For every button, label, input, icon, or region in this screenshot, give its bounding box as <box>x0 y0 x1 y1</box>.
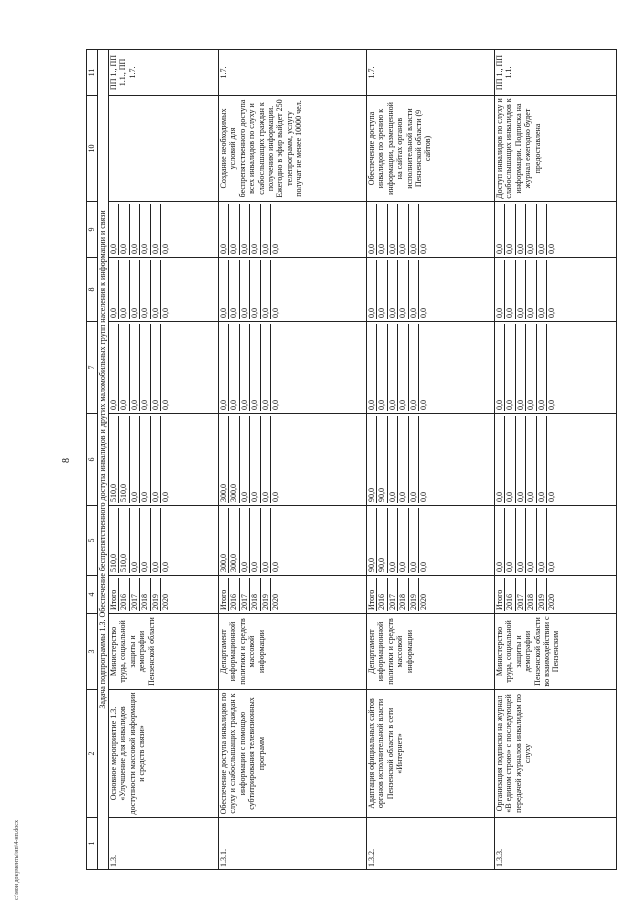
year-cell: 2020 <box>419 594 429 610</box>
year-cell: 2019 <box>150 578 160 611</box>
amount-cell: 0,0 <box>150 416 160 503</box>
amount-cell: 0,0 <box>515 260 525 319</box>
amount-cell: 0,0 <box>419 562 429 572</box>
table-row <box>109 50 219 870</box>
year-cell: 2018 <box>140 578 150 611</box>
amount-list-c5 <box>109 506 219 576</box>
amount-cell: 0,0 <box>377 260 387 319</box>
column-header-11: 11 <box>87 50 98 96</box>
indicator-link: ПП 1., ПП 1.1. <box>495 50 617 96</box>
amount-cell: 0,0 <box>387 324 397 411</box>
amount-cell: 0,0 <box>387 204 397 255</box>
amount-cell: 0,0 <box>260 508 270 573</box>
amount-cell: 0,0 <box>526 204 536 255</box>
expected-result: Доступ инвалидов по слуху и слабослышащих инвалидов к информации. Подписка на журнал ежегодно будет предоставлена <box>495 96 617 202</box>
amount-cell: 0,0 <box>547 244 557 254</box>
amount-cell: 0,0 <box>239 204 249 255</box>
column-header-3: 3 <box>87 614 98 690</box>
amount-cell: 0,0 <box>119 204 129 255</box>
amount-cell: 0,0 <box>161 562 171 572</box>
expected-result <box>109 96 219 202</box>
measure-name: Основное мероприятие 1.3. «Улучшение для инвалидов доступности массовой информации и средств связи» <box>109 690 219 818</box>
amount-cell: 0,0 <box>505 260 515 319</box>
amount-cell: 0,0 <box>547 400 557 410</box>
row-number: 1.3.1. <box>219 818 367 870</box>
amount-cell: 0,0 <box>398 416 408 503</box>
year-cell: 2018 <box>250 578 260 611</box>
executor: Департамент информационной политики и средств массовой информации <box>219 614 367 690</box>
amount-cell: 0,0 <box>419 492 429 502</box>
indicator-link: ПП 1., ПП 1.1., ПП 1.7. <box>109 50 219 96</box>
amount-cell: 0,0 <box>239 508 249 573</box>
indicator-link: 1.7. <box>219 50 367 96</box>
amount-cell: 0,0 <box>161 492 171 502</box>
amount-cell: 0,0 <box>229 204 239 255</box>
amount-cell: 0,0 <box>129 416 139 503</box>
amount-cell: 0,0 <box>129 204 139 255</box>
amount-cell: 0,0 <box>140 324 150 411</box>
amount-list-c8 <box>495 258 617 322</box>
amount-cell: 0,0 <box>387 508 397 573</box>
table-row <box>367 50 495 870</box>
amount-list-c5 <box>219 506 367 576</box>
amount-cell: 0,0 <box>536 204 546 255</box>
column-header-1: 1 <box>87 818 98 870</box>
amount-cell: 0,0 <box>271 400 281 410</box>
column-header-4: 4 <box>87 576 98 614</box>
amount-cell: 0,0 <box>239 324 249 411</box>
amount-cell: 0,0 <box>526 416 536 503</box>
amount-cell: 0,0 <box>140 260 150 319</box>
column-header-9: 9 <box>87 202 98 258</box>
table-row <box>495 50 617 870</box>
amount-cell: 0,0 <box>229 324 239 411</box>
amount-cell: 0,0 <box>271 244 281 254</box>
amount-cell: 0,0 <box>119 324 129 411</box>
amount-cell: 0,0 <box>505 324 515 411</box>
amount-list-c5 <box>367 506 495 576</box>
amount-list-c9 <box>109 202 219 258</box>
amount-cell: 0,0 <box>377 204 387 255</box>
amount-cell: 0,0 <box>408 324 418 411</box>
amount-cell: 0,0 <box>150 260 160 319</box>
executor: Министерство труда, социальной защиты и демографии Пензенской области во взаимодействии с Пензенским <box>495 614 617 690</box>
column-header-8: 8 <box>87 258 98 322</box>
amount-cell: 0,0 <box>515 324 525 411</box>
amount-cell: 510,0 <box>119 508 129 573</box>
measure-name: Адаптация официальных сайтов органов исполнительной власти Пензенской области в сети «Интернет» <box>367 690 495 818</box>
amount-cell: 0,0 <box>398 260 408 319</box>
amount-cell: 0,0 <box>377 324 387 411</box>
amount-cell: 0,0 <box>239 416 249 503</box>
amount-list-c8 <box>367 258 495 322</box>
amount-cell: 0,0 <box>219 204 229 255</box>
amount-list-c7 <box>219 322 367 414</box>
year-cell: 2019 <box>408 578 418 611</box>
amount-cell: 0,0 <box>250 416 260 503</box>
task-row <box>98 50 109 870</box>
year-cell: 2017 <box>387 578 397 611</box>
amount-list-c5 <box>495 506 617 576</box>
amount-cell: 0,0 <box>239 260 249 319</box>
amount-list-c7 <box>109 322 219 414</box>
amount-cell: 0,0 <box>536 416 546 503</box>
amount-cell: 0,0 <box>260 324 270 411</box>
amount-cell: 0,0 <box>495 260 505 319</box>
amount-cell: 300,0 <box>229 508 239 573</box>
amount-cell: 300,0 <box>219 416 229 503</box>
amount-cell: 300,0 <box>219 508 229 573</box>
amount-cell: 0,0 <box>150 324 160 411</box>
amount-cell: 90,0 <box>367 416 377 503</box>
amount-cell: 0,0 <box>408 260 418 319</box>
measure-name: Организация подписки на журнал «В едином строю» с последующей передачей журналов инвалидам по слуху <box>495 690 617 818</box>
executor: Департамент информационной политики и средств массовой информации <box>367 614 495 690</box>
year-cell: 2017 <box>515 578 525 611</box>
amount-cell: 0,0 <box>505 204 515 255</box>
amount-cell: 0,0 <box>140 416 150 503</box>
amount-cell: 0,0 <box>161 244 171 254</box>
year-cell: 2016 <box>505 578 515 611</box>
amount-cell: 0,0 <box>260 416 270 503</box>
year-cell: 2019 <box>260 578 270 611</box>
amount-cell: 0,0 <box>367 324 377 411</box>
amount-cell: 510,0 <box>109 416 119 503</box>
amount-cell: 90,0 <box>377 416 387 503</box>
year-cell: Итого <box>495 578 505 611</box>
amount-cell: 0,0 <box>536 324 546 411</box>
amount-cell: 0,0 <box>271 308 281 318</box>
amount-cell: 0,0 <box>129 508 139 573</box>
amount-cell: 0,0 <box>515 416 525 503</box>
amount-list-c6 <box>495 414 617 506</box>
row-number: 1.3. <box>109 818 219 870</box>
amount-cell: 0,0 <box>119 260 129 319</box>
amount-cell: 0,0 <box>419 244 429 254</box>
amount-list-c6 <box>109 414 219 506</box>
amount-list-c6 <box>219 414 367 506</box>
page-number: 8 <box>61 458 72 463</box>
year-cell: 2016 <box>377 578 387 611</box>
year-list <box>109 576 219 614</box>
amount-list-c7 <box>495 322 617 414</box>
task-title: Задача подпрограммы 1.3. Обеспечение беспрепятственного доступа инвалидов и других маломобильных групп населения к информации и связи <box>98 50 109 870</box>
year-cell: Итого <box>367 578 377 611</box>
amount-cell: 0,0 <box>367 204 377 255</box>
amount-cell: 0,0 <box>505 508 515 573</box>
column-header-10: 10 <box>87 96 98 202</box>
amount-cell: 0,0 <box>161 308 171 318</box>
amount-cell: 0,0 <box>419 400 429 410</box>
year-cell: 2016 <box>119 578 129 611</box>
year-cell: 2019 <box>536 578 546 611</box>
expected-result: Создание необходимых условий для беспрепятственного доступа всех инвалидов по слуху и слабослышащих граждан к получению информации. Ежегодно в эфир выйдет 250 телепрограмм, услугу получат не менее 10000 чел. <box>219 96 367 202</box>
year-cell: 2020 <box>547 594 557 610</box>
executor: Министерство труда, социальной защиты и демографии Пензенской области <box>109 614 219 690</box>
year-list <box>367 576 495 614</box>
column-header-7: 7 <box>87 322 98 414</box>
measure-name: Обеспечение доступа инвалидов по слуху и слабослышащих граждан к информации с помощью субтитрирования телевизионных программ <box>219 690 367 818</box>
year-cell: 2016 <box>229 578 239 611</box>
year-list <box>495 576 617 614</box>
amount-cell: 0,0 <box>250 508 260 573</box>
indicator-link: 1.7. <box>367 50 495 96</box>
amount-cell: 0,0 <box>109 204 119 255</box>
amount-cell: 0,0 <box>387 416 397 503</box>
amount-list-c8 <box>219 258 367 322</box>
year-cell: 2020 <box>271 594 281 610</box>
program-table <box>86 49 617 870</box>
amount-list-c8 <box>109 258 219 322</box>
rotated-table-container <box>86 50 618 870</box>
amount-cell: 0,0 <box>408 204 418 255</box>
column-header-5: 5 <box>87 506 98 576</box>
amount-cell: 0,0 <box>271 562 281 572</box>
amount-cell: 0,0 <box>109 324 119 411</box>
amount-list-c9 <box>219 202 367 258</box>
amount-list-c9 <box>367 202 495 258</box>
amount-cell: 0,0 <box>250 324 260 411</box>
amount-cell: 0,0 <box>161 400 171 410</box>
amount-list-c9 <box>495 202 617 258</box>
amount-cell: 0,0 <box>219 260 229 319</box>
amount-cell: 0,0 <box>219 324 229 411</box>
amount-cell: 0,0 <box>150 204 160 255</box>
row-number: 1.3.2. <box>367 818 495 870</box>
amount-cell: 0,0 <box>140 508 150 573</box>
amount-cell: 0,0 <box>398 324 408 411</box>
amount-cell: 0,0 <box>515 204 525 255</box>
year-cell: 2017 <box>239 578 249 611</box>
amount-cell: 0,0 <box>495 508 505 573</box>
column-header-6: 6 <box>87 414 98 506</box>
amount-cell: 0,0 <box>271 492 281 502</box>
amount-cell: 0,0 <box>536 260 546 319</box>
amount-cell: 0,0 <box>526 260 536 319</box>
amount-cell: 510,0 <box>109 508 119 573</box>
amount-cell: 0,0 <box>250 204 260 255</box>
amount-cell: 0,0 <box>129 324 139 411</box>
amount-cell: 0,0 <box>526 508 536 573</box>
column-number-row <box>87 50 98 870</box>
amount-cell: 0,0 <box>547 492 557 502</box>
amount-list-c7 <box>367 322 495 414</box>
amount-cell: 0,0 <box>260 204 270 255</box>
amount-cell: 0,0 <box>547 308 557 318</box>
amount-cell: 0,0 <box>495 204 505 255</box>
amount-cell: 0,0 <box>526 324 536 411</box>
year-cell: 2018 <box>526 578 536 611</box>
amount-cell: 0,0 <box>536 508 546 573</box>
amount-cell: 300,0 <box>229 416 239 503</box>
year-cell: 2020 <box>161 594 171 610</box>
amount-cell: 90,0 <box>367 508 377 573</box>
year-cell: Итого <box>109 578 119 611</box>
table-row <box>219 50 367 870</box>
amount-cell: 0,0 <box>398 204 408 255</box>
amount-cell: 0,0 <box>408 508 418 573</box>
amount-cell: 0,0 <box>260 260 270 319</box>
amount-cell: 90,0 <box>377 508 387 573</box>
year-cell: Итого <box>219 578 229 611</box>
expected-result: Обеспечение доступа инвалидов по зрению к информации, размещенной на сайтах органов исполнительной власти Пензенской области (9 сайтов) <box>367 96 495 202</box>
amount-cell: 0,0 <box>150 508 160 573</box>
amount-cell: 0,0 <box>547 562 557 572</box>
amount-cell: 0,0 <box>408 416 418 503</box>
amount-cell: 0,0 <box>387 260 397 319</box>
row-number: 1.3.3. <box>495 818 617 870</box>
amount-cell: 0,0 <box>250 260 260 319</box>
amount-cell: 0,0 <box>419 308 429 318</box>
amount-cell: 0,0 <box>495 416 505 503</box>
amount-cell: 0,0 <box>505 416 515 503</box>
amount-cell: 0,0 <box>229 260 239 319</box>
amount-cell: 0,0 <box>129 260 139 319</box>
amount-cell: 0,0 <box>515 508 525 573</box>
year-list <box>219 576 367 614</box>
amount-cell: 0,0 <box>398 508 408 573</box>
amount-cell: 510,0 <box>119 416 129 503</box>
year-cell: 2017 <box>129 578 139 611</box>
column-header-2: 2 <box>87 690 98 818</box>
year-cell: 2018 <box>398 578 408 611</box>
amount-cell: 0,0 <box>367 260 377 319</box>
amount-cell: 0,0 <box>495 324 505 411</box>
amount-cell: 0,0 <box>109 260 119 319</box>
footer-path: с:\мои документы\нп\4-нп.docx <box>14 820 20 900</box>
amount-cell: 0,0 <box>140 204 150 255</box>
amount-list-c6 <box>367 414 495 506</box>
